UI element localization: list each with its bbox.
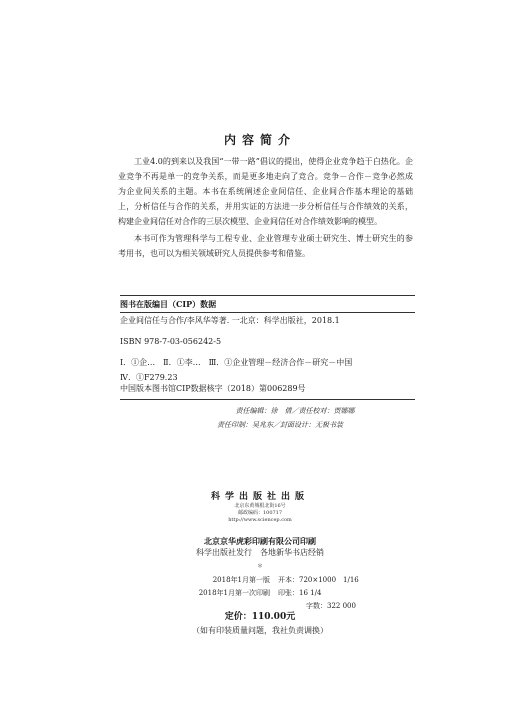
- intro-paragraph: 工业4.0的到来以及我国“一带一路”倡议的提出，使得企业竞争趋于白热化。企业竞争不再是单一的竞争关系，而是更多地走向了竞合。竞争－合作－竞争必然成为企业间关系的主题。本书在系统阐述企业间信任、企业间合作基本理论的基础上，分析信任与合作的关系，并用实证的方法进一步分析信任与合作绩效的关系，构建企业间信任对合作的三层次模型、企业间信任对合作绩效影响的模型。: [118, 157, 413, 226]
- intro-body: [118, 154, 413, 263]
- edition-info: [150, 574, 390, 613]
- publisher-address: 北京东黄城根北街16号: [234, 503, 286, 509]
- editors-block: [0, 404, 520, 432]
- distribution-line: 科学出版社发行 各地新华书店经销: [196, 548, 324, 557]
- edition-left: 2018年1月第一版: [212, 576, 270, 584]
- editor-line: 责任编辑：徐 倩／责任校对：贾娜娜: [235, 407, 355, 415]
- cip-classification: Ⅳ．①F279.23: [120, 373, 178, 382]
- intro-title: 内容简介: [223, 133, 296, 147]
- publisher-info: [0, 503, 520, 524]
- cip-header: 图书在版编目（CIP）数据: [120, 295, 415, 313]
- edition-row: [150, 587, 390, 600]
- cip-record: [120, 313, 415, 385]
- word-count: 字数：322 000: [306, 602, 356, 610]
- cip-data-number: 中国版本图书馆CIP数据核字（2018）第006289号: [120, 382, 415, 400]
- publisher-name: 科学出版社出版: [210, 492, 309, 502]
- editor-line: 责任印制：吴兆东／封面设计：无极书装: [217, 421, 343, 429]
- edition-left: 2018年1月第一次印刷: [198, 589, 270, 597]
- edition-row: [150, 574, 390, 587]
- price: 定价：110.00元: [224, 612, 296, 622]
- cip-title-line: 企业间信任与合作/李风华等著. 一北京：科学出版社，2018.1: [120, 316, 340, 325]
- cip-isbn: ISBN 978-7-03-056242-5: [120, 337, 222, 346]
- publisher-postcode: 邮政编码：100717: [237, 510, 283, 516]
- publisher-website: http://www.sciencep.com: [228, 517, 292, 523]
- printer-line: 北京京华虎彩印刷有限公司印刷: [204, 536, 316, 546]
- edition-right: 开本：720×1000 1/16: [278, 576, 359, 584]
- intro-paragraph: 本书可作为管理科学与工程专业、企业管理专业硕士研究生、博士研究生的参考用书，也可以为相关领域研究人员提供参考和借鉴。: [118, 234, 413, 258]
- cip-classification: Ⅰ．①企… Ⅱ．①李… Ⅲ．①企业管理－经济合作－研究－中国: [120, 358, 353, 367]
- quality-notice: （如有印装质量问题，我社负责调换）: [192, 626, 328, 635]
- separator-mark: ＊: [256, 563, 263, 570]
- edition-right: 印张：16 1/4: [278, 589, 322, 597]
